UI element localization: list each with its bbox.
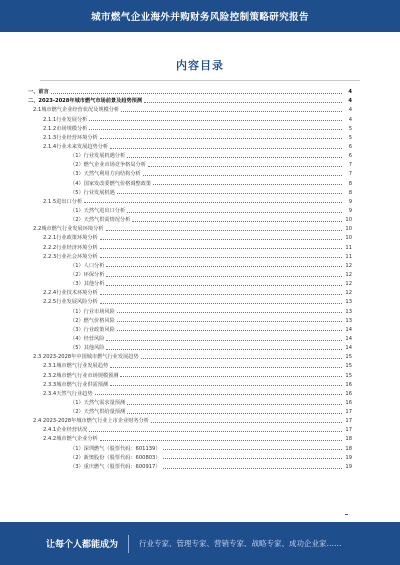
- toc-entry[interactable]: [28, 141, 352, 150]
- toc-entry-page: 12: [345, 271, 352, 278]
- toc-entry-label: 2.3.2城市燃气行业市场规模预测: [43, 372, 119, 379]
- toc-entry[interactable]: [28, 379, 352, 388]
- toc-entry-page: 15: [345, 354, 352, 361]
- toc-leader-dots: [151, 422, 342, 423]
- toc-entry[interactable]: [28, 461, 352, 470]
- toc-entry-page: 16: [345, 390, 352, 397]
- toc-leader-dots: [100, 294, 342, 295]
- toc-entry-page: 15: [345, 363, 352, 370]
- toc-entry-label: （4）经营风险: [70, 335, 105, 342]
- toc-entry-page: 8: [348, 189, 352, 196]
- toc-leader-dots: [84, 202, 342, 203]
- toc-entry[interactable]: [28, 287, 352, 296]
- toc-entry-page: 17: [345, 409, 352, 416]
- toc-entry[interactable]: [28, 452, 352, 461]
- toc-entry-label: （1）行业发展机遇分析: [70, 153, 126, 160]
- toc-entry-page: 4: [348, 116, 352, 123]
- toc-entry[interactable]: [28, 232, 352, 241]
- toc-entry-page: 6: [348, 153, 352, 160]
- toc-entry[interactable]: [28, 269, 352, 278]
- toc-entry-label: （3）其他分析: [70, 281, 105, 288]
- toc-entry-page: 15: [345, 372, 352, 379]
- toc-entry-label: 2.4.1企业经营状况: [43, 427, 88, 434]
- toc-entry[interactable]: [28, 223, 352, 232]
- toc-leader-dots: [89, 120, 342, 121]
- toc-entry-label: （3）天然气利用方向结构分析: [70, 171, 141, 178]
- toc-entry-page: 7: [348, 162, 352, 169]
- toc-leader-dots: [127, 404, 342, 405]
- toc-leader-dots: [100, 138, 342, 139]
- toc-entry[interactable]: [28, 205, 352, 214]
- toc-entry-label: （1）天然气需求量预测: [70, 399, 126, 406]
- toc-entry-page: 4: [348, 98, 352, 105]
- toc-entry-label: 2.3.3城市燃气行业供需预测: [43, 381, 109, 388]
- toc-leader-dots: [117, 321, 342, 322]
- toc-leader-dots: [120, 376, 342, 377]
- toc-entry-label: （2）燃气价格风险: [70, 317, 115, 324]
- toc-leader-dots: [117, 330, 342, 331]
- toc-leader-dots: [127, 157, 342, 158]
- toc-leader-dots: [110, 385, 342, 386]
- toc-entry-page: 5: [348, 134, 352, 141]
- toc-entry-page: 11: [345, 253, 352, 260]
- toc-entry-page: 12: [345, 262, 352, 269]
- toc-leader-dots: [127, 212, 342, 213]
- toc-entry[interactable]: [28, 397, 352, 406]
- toc-entry-page: 16: [345, 399, 352, 406]
- toc-entry-label: （1）天然气进出口分析: [70, 207, 126, 214]
- toc-entry-label: 2.3.4天然气行业趋势: [43, 390, 93, 397]
- toc-leader-dots: [89, 129, 342, 130]
- toc-entry-label: 2.2.2行业经济环境分析: [43, 244, 98, 251]
- toc-entry-label: （1）行业市场风险: [70, 308, 115, 315]
- toc-leader-dots: [148, 166, 342, 167]
- toc-entry-page: 9: [348, 198, 352, 205]
- toc-entry[interactable]: [28, 123, 352, 132]
- toc-entry[interactable]: [28, 315, 352, 324]
- toc-entry-page: 17: [345, 418, 352, 425]
- toc-entry-page: 16: [345, 381, 352, 388]
- toc-leader-dots: [106, 349, 342, 350]
- report-footer: [0, 522, 400, 565]
- toc-leader-dots: [127, 413, 342, 414]
- toc-leader-dots: [132, 221, 342, 222]
- toc-entry[interactable]: [28, 168, 352, 177]
- toc-leader-dots: [110, 148, 342, 149]
- toc-title: 内容目录: [176, 59, 224, 72]
- toc-entry-page: 14: [345, 326, 352, 333]
- table-of-contents: [28, 86, 352, 470]
- toc-entry[interactable]: [28, 369, 352, 378]
- toc-entry[interactable]: [28, 296, 352, 305]
- report-header: [0, 0, 400, 32]
- toc-entry-label: （2）天然气供需情况分析: [70, 217, 131, 224]
- toc-entry-label: 2.2.4行业技术环境分析: [43, 290, 98, 297]
- toc-leader-dots: [121, 111, 342, 112]
- toc-entry-label: 2.2.5行业发展风险分析: [43, 299, 98, 306]
- toc-entry-label: 2.2.3行业社会环境分析: [43, 253, 98, 260]
- toc-leader-dots: [100, 248, 342, 249]
- toc-entry-page: 13: [345, 308, 352, 315]
- toc-entry[interactable]: [28, 187, 352, 196]
- toc-entry[interactable]: [28, 388, 352, 397]
- toc-entry-page: 10: [345, 217, 352, 224]
- toc-entry[interactable]: [28, 214, 352, 223]
- toc-entry[interactable]: [28, 104, 352, 113]
- toc-leader-dots: [163, 449, 342, 450]
- toc-entry-label: 二、2023-2028年城市燃气市场前景及趋势预测: [28, 98, 143, 105]
- toc-leader-dots: [143, 175, 342, 176]
- toc-entry-label: 2.1.5进出口分析: [43, 198, 83, 205]
- toc-entry[interactable]: [28, 177, 352, 186]
- toc-leader-dots: [100, 239, 342, 240]
- toc-entry-label: 2.1.4行业未来发展趋势分析: [43, 143, 109, 150]
- toc-entry-label: 2.4 2023-2028年城市燃气行业上市企业财务分析: [33, 418, 149, 425]
- toc-leader-dots: [100, 440, 342, 441]
- toc-leader-dots: [153, 184, 342, 185]
- toc-entry-page: 6: [348, 143, 352, 150]
- toc-entry-label: （5）其他风险: [70, 345, 105, 352]
- toc-entry-label: 2.1.2市场规模分析: [43, 125, 88, 132]
- toc-leader-dots: [106, 230, 342, 231]
- toc-leader-dots: [163, 458, 342, 459]
- toc-entry[interactable]: [28, 260, 352, 269]
- toc-entry-page: 4: [348, 89, 352, 96]
- toc-entry[interactable]: [28, 433, 352, 442]
- toc-entry-page: 10: [345, 226, 352, 233]
- toc-leader-dots: [106, 266, 342, 267]
- toc-entry-label: 2.1.3行业经营环境分析: [43, 134, 98, 141]
- toc-entry-page: 13: [345, 317, 352, 324]
- footer-tagline: 行业专家、管理专家、营销专家、战略专家、成功企业家……: [139, 539, 342, 548]
- toc-entry[interactable]: [28, 324, 352, 333]
- toc-entry-label: 2.3.1城市燃气行业发展趋势: [43, 363, 109, 370]
- toc-entry[interactable]: [28, 113, 352, 122]
- toc-leader-dots: [106, 340, 342, 341]
- report-title: 城市燃气企业海外并购财务风险控制策略研究报告: [91, 12, 309, 23]
- toc-leader-dots: [89, 431, 342, 432]
- toc-entry-label: （2）燃气企业市场竞争格局分析: [70, 162, 146, 169]
- toc-entry-page: 18: [345, 445, 352, 452]
- toc-entry[interactable]: [28, 442, 352, 451]
- toc-entry-label: （1）深圳燃气（股票代码：601139）: [70, 445, 161, 452]
- toc-entry[interactable]: [28, 86, 352, 95]
- toc-entry-page: 13: [345, 299, 352, 306]
- toc-entry-page: 7: [348, 171, 352, 178]
- toc-entry-page: 14: [345, 345, 352, 352]
- page-mark: [345, 514, 348, 515]
- toc-entry-label: 一、前言: [28, 89, 49, 96]
- toc-entry[interactable]: [28, 150, 352, 159]
- toc-entry[interactable]: [28, 415, 352, 424]
- toc-entry[interactable]: [28, 241, 352, 250]
- toc-entry-page: 4: [348, 107, 352, 114]
- toc-entry[interactable]: [28, 424, 352, 433]
- toc-leader-dots: [100, 303, 342, 304]
- toc-entry[interactable]: [28, 278, 352, 287]
- toc-entry-label: （5）行业发展机遇: [70, 189, 115, 196]
- toc-entry-page: 8: [348, 180, 352, 187]
- toc-entry-page: 5: [348, 125, 352, 132]
- toc-entry[interactable]: [28, 95, 352, 104]
- toc-entry[interactable]: [28, 251, 352, 260]
- toc-leader-dots: [144, 102, 342, 103]
- toc-entry-label: （2）天然气供给量预测: [70, 409, 126, 416]
- toc-entry[interactable]: [28, 342, 352, 351]
- toc-leader-dots: [51, 93, 342, 94]
- toc-entry-page: 9: [348, 207, 352, 214]
- toc-entry-label: 2.1.1行业发展分析: [43, 116, 88, 123]
- toc-entry[interactable]: [28, 132, 352, 141]
- toc-entry-label: （4）国家发改委燃气价格调整政策: [70, 180, 152, 187]
- toc-entry-label: （3）重庆燃气（股票代码：600917）: [70, 463, 161, 470]
- toc-entry-page: 11: [345, 244, 352, 251]
- toc-leader-dots: [163, 468, 342, 469]
- title-divider: [40, 80, 360, 81]
- toc-leader-dots: [110, 367, 342, 368]
- toc-leader-dots: [141, 358, 342, 359]
- toc-leader-dots: [117, 193, 342, 194]
- toc-entry-page: 10: [345, 235, 352, 242]
- toc-entry-label: 2.3 2023-2028年中国城市燃气行业发展趋势: [33, 354, 139, 361]
- toc-leader-dots: [106, 276, 342, 277]
- toc-entry-page: 19: [345, 463, 352, 470]
- toc-entry-label: 2.1城市燃气企业经营状况及规模分析: [33, 107, 120, 114]
- toc-entry[interactable]: [28, 351, 352, 360]
- toc-entry-page: 12: [345, 281, 352, 288]
- footer-divider: [128, 535, 129, 553]
- toc-entry-label: 2.4.2城市燃气企业分析: [43, 436, 98, 443]
- toc-entry-label: （1）人口分析: [70, 262, 105, 269]
- toc-entry[interactable]: [28, 406, 352, 415]
- toc-entry[interactable]: [28, 196, 352, 205]
- toc-entry[interactable]: [28, 159, 352, 168]
- toc-entry[interactable]: [28, 360, 352, 369]
- toc-entry-label: 2.2.1行业政策环境分析: [43, 235, 98, 242]
- toc-leader-dots: [95, 394, 342, 395]
- toc-entry-page: 14: [345, 335, 352, 342]
- toc-entry-label: （2）环保分析: [70, 271, 105, 278]
- toc-leader-dots: [100, 257, 342, 258]
- toc-entry-label: 2.2城市燃气行业发展环境分析: [33, 226, 104, 233]
- toc-leader-dots: [106, 285, 342, 286]
- toc-leader-dots: [117, 312, 342, 313]
- toc-entry[interactable]: [28, 305, 352, 314]
- toc-entry-label: （3）行业政策风险: [70, 326, 115, 333]
- toc-entry-page: 12: [345, 290, 352, 297]
- toc-entry[interactable]: [28, 333, 352, 342]
- toc-entry-page: 19: [345, 454, 352, 461]
- toc-entry-label: （2）新奥股份（股票代码：600803）: [70, 454, 161, 461]
- toc-entry-page: 18: [345, 436, 352, 443]
- toc-entry-page: 17: [345, 427, 352, 434]
- footer-slogan: 让每个人都能成为: [46, 540, 119, 550]
